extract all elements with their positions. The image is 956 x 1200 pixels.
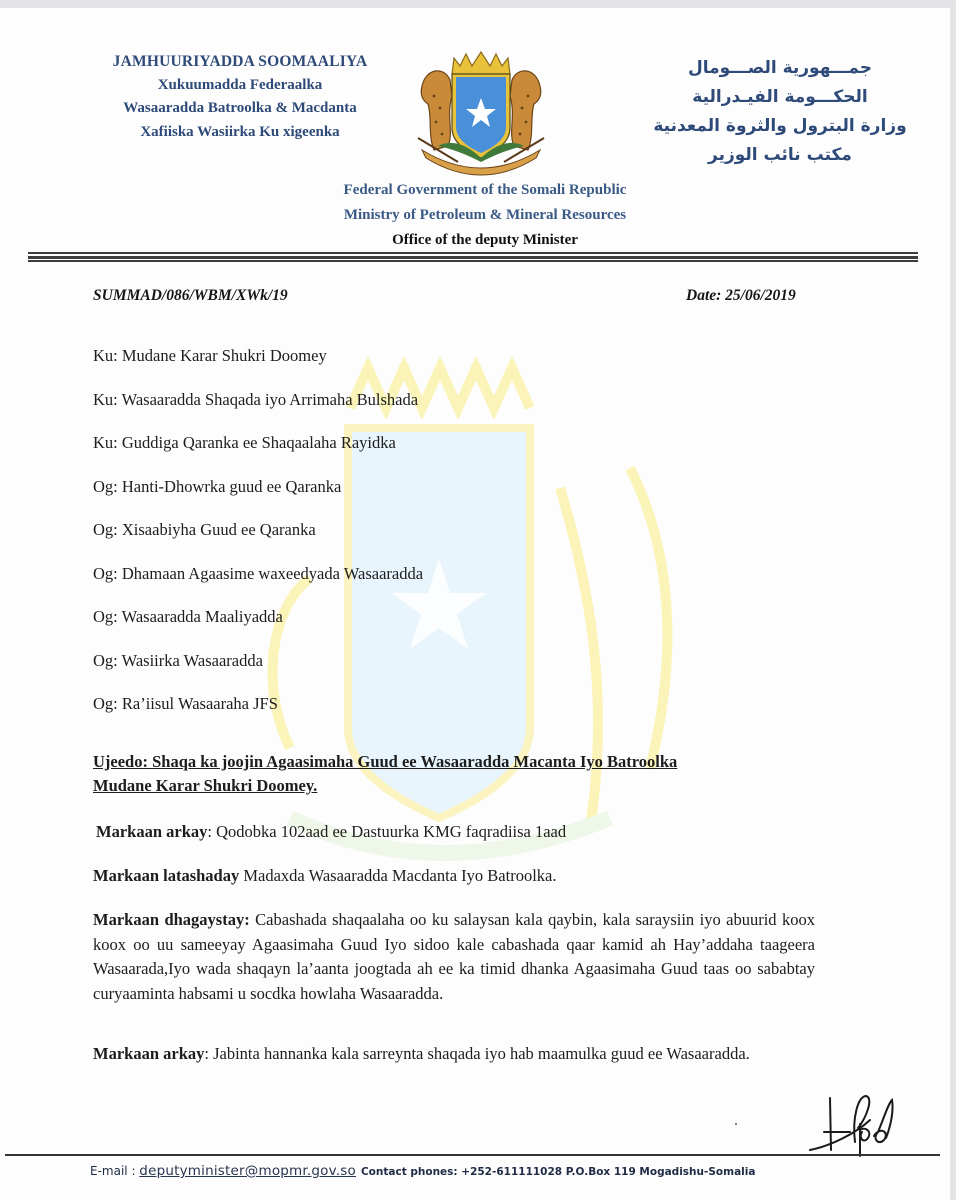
- subject-line-2: Mudane Karar Shukri Doomey.: [93, 776, 318, 795]
- letterhead-somali-line: Xafiiska Wasiirka Ku xigeenka: [140, 123, 340, 140]
- reference-number: SUMMAD/086/WBM/XWk/19: [93, 287, 288, 304]
- footer-divider: [5, 1154, 940, 1156]
- letterhead-somali-line: Xukuumadda Federaalka: [157, 76, 323, 93]
- letterhead-somali: [80, 50, 400, 144]
- letterhead-english: [300, 178, 670, 253]
- letter-page: [0, 8, 950, 1200]
- letterhead-arabic-line: الحكـــومة الفيـدرالية: [692, 87, 868, 107]
- contact-info: Contact phones: +252-611111028 P.O.Box 119 Mogadishu-Somalia: [360, 1166, 756, 1178]
- letterhead-english-line: Federal Government of the Somali Republic: [343, 182, 627, 198]
- letterhead-english-line: Ministry of Petroleum & Mineral Resources: [343, 207, 627, 223]
- recipient-item: Og: Dhamaan Agaasime waxeedyada Wasaaradda: [93, 563, 424, 583]
- ink-speck: [735, 1123, 737, 1125]
- subject-line: [93, 750, 813, 798]
- paragraph-text: Cabashada shaqaalaha oo ku salaysan kala qaybin, kala saraysiin iyo abuurid koox koox oo uu sameeyay Agaasimaha Guud Iyo sidoo kale cabashada qaar kamid ah Hay’addaha taageera Wasaarada,Iyo wada shaqayn la’aanta joogtada ah ee ka timid dhanka Agaasimaha Guud taas oo sababtay curyaaminta habsami u socdka howlaha Wasaaradda.: [93, 910, 816, 1003]
- recipient-list: [93, 338, 423, 730]
- recipient-item: Og: Hanti-Dhowrka guud ee Qaranka: [93, 476, 342, 496]
- handwritten-signature-icon: [800, 1088, 910, 1158]
- recipient-item: Og: Wasaaradda Maaliyadda: [93, 607, 283, 626]
- recipient-item: Ku: Guddiga Qaranka ee Shaqaalaha Rayidka: [93, 433, 396, 452]
- recipient-item: Ku: Wasaaradda Shaqada iyo Arrimaha Bulshada: [93, 389, 419, 409]
- paragraph: [93, 908, 815, 1006]
- paragraph-lead: Markaan arkay: [93, 1044, 205, 1063]
- paragraph-lead: Markaan arkay: [96, 822, 208, 841]
- email-link[interactable]: deputyminister@mopmr.gov.so: [139, 1163, 356, 1179]
- somalia-coat-of-arms-icon: [408, 46, 554, 180]
- letterhead-somali-line: JAMHUURIYADDA SOOMAALIYA: [112, 53, 368, 70]
- recipient-item: Ku: Mudane Karar Shukri Doomey: [93, 346, 327, 365]
- paragraph: [93, 864, 815, 889]
- footer-contact: [90, 1163, 890, 1179]
- office-title: Office of the deputy Minister: [392, 232, 578, 248]
- paragraph-lead: Markaan dhagaystay:: [93, 910, 250, 929]
- paragraph: [93, 1042, 815, 1067]
- letterhead-somali-line: Wasaaradda Batroolka & Macdanta: [123, 100, 357, 116]
- recipient-item: Og: Xisaabiyha Guud ee Qaranka: [93, 520, 316, 539]
- paragraph: [96, 820, 818, 845]
- recipient-item: Og: Wasiirka Wasaaradda: [93, 650, 263, 670]
- letterhead-arabic-line: جمـــهورية الصـــومال: [687, 58, 873, 78]
- recipient-item: Og: Ra’iisul Wasaaraha JFS: [93, 694, 278, 713]
- letterhead-arabic: [650, 54, 910, 170]
- header-divider: [28, 252, 918, 262]
- subject-line-1: Ujeedo: Shaqa ka joojin Agaasimaha Guud ee Wasaaradda Macanta Iyo Batroolka: [93, 752, 678, 771]
- paragraph-text: : Qodobka 102aad ee Dastuurka KMG faqradiisa 1aad: [207, 822, 567, 841]
- paragraph-text: Madaxda Wasaaradda Macdanta Iyo Batroolka.: [239, 866, 557, 885]
- paragraph-lead: Markaan latashaday: [93, 866, 240, 885]
- paragraph-text: : Jabinta hannanka kala sarreynta shaqada iyo hab maamulka guud ee Wasaaradda.: [204, 1044, 750, 1063]
- letterhead-arabic-line: وزارة البترول والثروة المعدنية: [653, 116, 907, 136]
- email-label: E-mail :: [90, 1164, 140, 1178]
- letterhead-arabic-line: مكتب نائب الوزير: [708, 145, 852, 165]
- letter-date: Date: 25/06/2019: [686, 287, 796, 304]
